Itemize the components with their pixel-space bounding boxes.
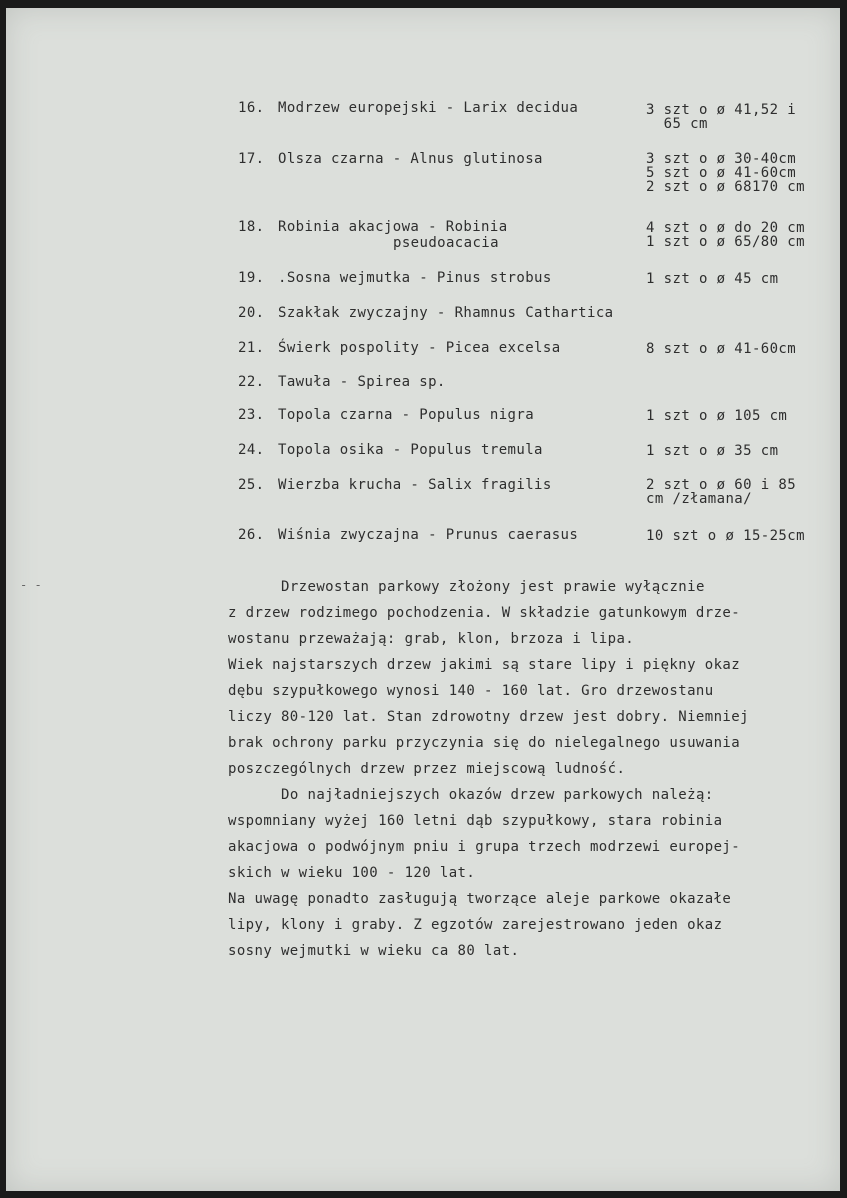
species-entry — [238, 270, 552, 286]
quantity-line: 2 szt o ø 68170 cm — [646, 179, 805, 195]
paragraph-line: Na uwagę ponadto zasługują tworzące aleje parkowe okazałe — [228, 891, 732, 907]
document-sheet — [6, 8, 840, 1191]
entry-number: 19. — [238, 270, 265, 286]
paragraph-line: brak ochrony parku przyczynia się do nielegalnego usuwania — [228, 735, 741, 751]
species-entry — [238, 100, 578, 116]
species-name: Olsza czarna - Alnus glutinosa — [278, 151, 543, 167]
species-entry — [238, 151, 543, 167]
species-quantity — [646, 444, 778, 458]
quantity-line: 2 szt o ø 60 i 85 — [646, 477, 797, 493]
quantity-line: 3 szt o ø 41,52 i — [646, 102, 797, 118]
entry-number: 20. — [238, 305, 265, 321]
species-name: Topola osika - Populus tremula — [278, 442, 543, 458]
paragraph-line: wspomniany wyżej 160 letni dąb szypułkowy, stara robinia — [228, 813, 723, 829]
species-name: Robinia akacjowa - Robinia — [278, 219, 508, 235]
species-quantity — [646, 478, 796, 506]
species-entry — [238, 374, 446, 390]
paragraph-line: sosny wejmutki w wieku ca 80 lat. — [228, 943, 520, 959]
paragraph-line: skich w wieku 100 - 120 lat. — [228, 865, 476, 881]
species-name: Wiśnia zwyczajna - Prunus caerasus — [278, 527, 579, 543]
entry-number: 25. — [238, 477, 265, 493]
entry-number: 21. — [238, 340, 265, 356]
paragraph-line: akacjowa o podwójnym pniu i grupa trzech modrzewi europej- — [228, 839, 741, 855]
species-quantity — [646, 152, 805, 194]
quantity-line: 1 szt o ø 65/80 cm — [646, 234, 805, 250]
entry-number: 23. — [238, 407, 265, 423]
species-quantity — [646, 529, 805, 543]
species-name-continued: pseudoacacia — [393, 235, 499, 251]
paragraph-line: wostanu przeważają: grab, klon, brzoza i lipa. — [228, 631, 635, 647]
species-quantity — [646, 342, 796, 356]
species-quantity — [646, 103, 796, 131]
quantity-line: 65 cm — [646, 116, 708, 132]
species-name: Modrzew europejski - Larix decidua — [278, 100, 579, 116]
entry-number: 16. — [238, 100, 265, 116]
quantity-line: 1 szt o ø 45 cm — [646, 271, 779, 287]
species-name: Topola czarna - Populus nigra — [278, 407, 535, 423]
paragraph-line: Wiek najstarszych drzew jakimi są stare lipy i piękny okaz — [228, 657, 741, 673]
entry-number: 24. — [238, 442, 265, 458]
species-entry — [238, 305, 614, 321]
quantity-line: 10 szt o ø 15-25cm — [646, 528, 805, 544]
entry-number: 22. — [238, 374, 265, 390]
species-entry — [238, 219, 508, 235]
species-entry — [238, 407, 534, 423]
entry-number: 18. — [238, 219, 265, 235]
paragraph-line: dębu szypułkowego wynosi 140 - 160 lat. Gro drzewostanu — [228, 683, 714, 699]
paragraph-line: Drzewostan parkowy złożony jest prawie wyłącznie — [281, 579, 705, 595]
species-entry — [238, 527, 578, 543]
paragraph-line: z drzew rodzimego pochodzenia. W składzie gatunkowym drze- — [228, 605, 741, 621]
entry-number: 26. — [238, 527, 265, 543]
species-entry — [238, 477, 552, 493]
species-entry — [238, 442, 543, 458]
species-entry — [238, 340, 561, 356]
species-name: Tawuła - Spirea sp. — [278, 374, 446, 390]
quantity-line: 3 szt o ø 30-40cm — [646, 151, 797, 167]
paragraph-line: poszczególnych drzew przez miejscową ludność. — [228, 761, 626, 777]
species-name: Świerk pospolity - Picea excelsa — [278, 340, 561, 356]
quantity-line: cm /złamana/ — [646, 491, 752, 507]
quantity-line: 8 szt o ø 41-60cm — [646, 341, 797, 357]
species-quantity — [646, 221, 805, 249]
species-name: Wierzba krucha - Salix fragilis — [278, 477, 552, 493]
entry-number: 17. — [238, 151, 265, 167]
margin-mark: - - — [20, 578, 42, 592]
quantity-line: 1 szt o ø 35 cm — [646, 443, 779, 459]
paragraph-line: Do najładniejszych okazów drzew parkowych należą: — [281, 787, 714, 803]
quantity-line: 5 szt o ø 41-60cm — [646, 165, 797, 181]
species-name: Szakłak zwyczajny - Rhamnus Cathartica — [278, 305, 614, 321]
quantity-line: 4 szt o ø do 20 cm — [646, 220, 805, 236]
species-quantity — [646, 409, 787, 423]
species-name: .Sosna wejmutka - Pinus strobus — [278, 270, 552, 286]
species-quantity — [646, 272, 778, 286]
quantity-line: 1 szt o ø 105 cm — [646, 408, 788, 424]
paragraph-line: lipy, klony i graby. Z egzotów zarejestrowano jeden okaz — [228, 917, 723, 933]
paragraph-line: liczy 80-120 lat. Stan zdrowotny drzew jest dobry. Niemniej — [228, 709, 749, 725]
